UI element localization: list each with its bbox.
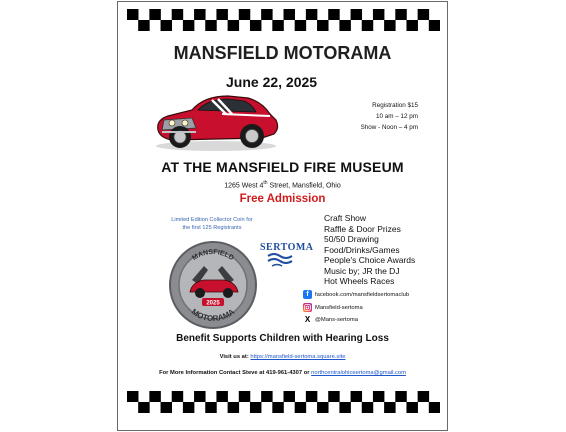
x-row bbox=[303, 315, 358, 324]
svg-text:MOTORAMA: MOTORAMA bbox=[189, 307, 237, 324]
event-date: June 22, 2025 bbox=[226, 74, 318, 90]
x-icon: X bbox=[304, 315, 311, 324]
feature-item: Craft Show bbox=[324, 213, 367, 223]
collector-coin bbox=[168, 240, 258, 330]
show-time: Show - Noon – 4 pm bbox=[360, 124, 418, 131]
feature-item: Music by; JR the DJ bbox=[324, 265, 400, 276]
flyer-page bbox=[117, 1, 448, 431]
feature-item: People's Choice Awards bbox=[324, 255, 416, 265]
instagram-icon bbox=[303, 303, 312, 312]
sertoma-logo-text: SERTOMA bbox=[260, 242, 314, 253]
instagram-row bbox=[303, 303, 363, 312]
venue-address: 1265 West 4th Street, Mansfield, Ohio bbox=[224, 180, 341, 190]
facebook-row bbox=[303, 290, 409, 299]
coin-caption: Limited Edition Collector Coin for the first 125 Registrants bbox=[171, 217, 253, 231]
feature-item: Food/Drinks/Games bbox=[324, 244, 400, 255]
sertoma-wave-icon bbox=[266, 252, 294, 268]
feature-item: Hot Wheels Races bbox=[324, 276, 395, 286]
feature-item: 50/50 Drawing bbox=[324, 234, 379, 244]
registration-fee: Registration $15 bbox=[372, 102, 418, 109]
svg-text:2025: 2025 bbox=[206, 300, 220, 307]
checkered-banner-top bbox=[127, 9, 440, 31]
visit-line: Visit us at: https://mansfield-sertoma.square.site bbox=[219, 354, 346, 360]
instagram-handle: Mansfield-sertoma bbox=[315, 304, 363, 311]
facebook-icon: f bbox=[303, 290, 312, 299]
venue-heading: AT THE MANSFIELD FIRE MUSEUM bbox=[161, 159, 404, 175]
event-title: MANSFIELD MOTORAMA bbox=[173, 43, 392, 63]
registration-time: 10 am – 12 pm bbox=[375, 113, 418, 120]
benefit-text: Benefit Supports Children with Hearing Loss bbox=[176, 333, 389, 344]
website-link[interactable]: https://mansfield-sertoma.square.site bbox=[250, 354, 346, 360]
svg-text:MANSFIELD: MANSFIELD bbox=[191, 248, 235, 263]
email-link[interactable]: northcentralohiosertoma@gmail.com bbox=[311, 370, 406, 376]
checkered-banner-bottom bbox=[127, 391, 440, 413]
facebook-handle: facebook.com/mansfieldsertomaclub bbox=[315, 291, 410, 298]
features-list bbox=[324, 213, 415, 287]
feature-item: Raffle & Door Prizes bbox=[324, 223, 401, 234]
admission-text: Free Admission bbox=[239, 193, 326, 205]
contact-line: For More Information Contact Steve at 419-961-4307 or northcentralohiosertoma@gmail.com bbox=[159, 370, 406, 376]
car-illustration bbox=[152, 90, 282, 152]
x-handle: @Mans-sertoma bbox=[315, 316, 358, 323]
